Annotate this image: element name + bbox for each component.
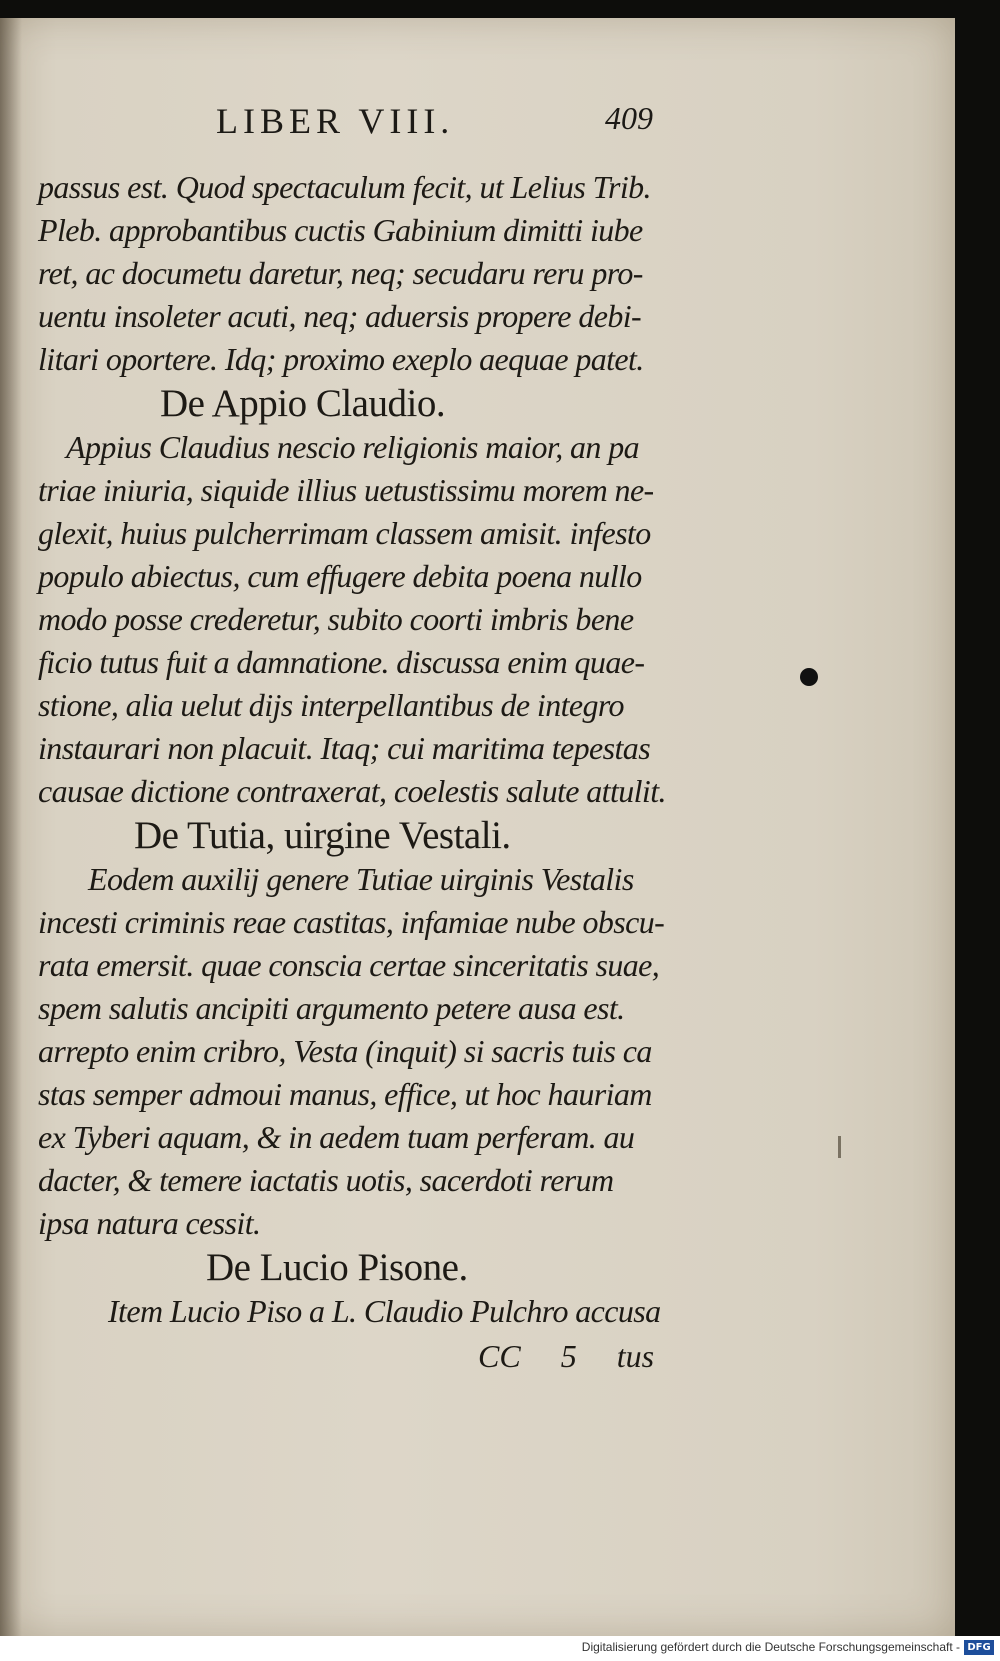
text-line: ficio tutus fuit a damnatione. discussa enim quae- <box>38 644 645 680</box>
signature-mark: CC <box>478 1338 521 1374</box>
section-heading-appius: De Appio Claudio. <box>160 382 446 425</box>
text-line: triae iniuria, siquide illius uetustissimu morem ne- <box>38 472 654 508</box>
text-line: uentu insoleter acuti, neq; aduersis propere debi- <box>38 298 642 334</box>
text-line: Appius Claudius nescio religionis maior, an pa <box>66 429 640 465</box>
text-line: glexit, huius pulcherrimam classem amisit. infesto <box>38 515 651 551</box>
text-line: ipsa natura cessit. <box>38 1205 261 1241</box>
text-line: rata emersit. quae conscia certae sinceritatis suae, <box>38 947 660 983</box>
text-line: populo abiectus, cum effugere debita poena nullo <box>38 558 642 594</box>
text-line: ret, ac documetu daretur, neq; secudaru reru pro- <box>38 255 643 291</box>
body-text <box>38 166 688 1379</box>
text-line: stione, alia uelut dijs interpellantibus de integro <box>38 687 624 723</box>
running-head: LIBER VIII. <box>216 101 455 141</box>
digitization-footer <box>0 1636 1000 1661</box>
signature-number: 5 <box>560 1338 577 1374</box>
text-line: spem salutis ancipiti argumento petere ausa est. <box>38 990 625 1026</box>
funding-credit: Digitalisierung gefördert durch die Deutsche Forschungsgemeinschaft - <box>581 1640 960 1654</box>
ink-blot <box>800 668 818 686</box>
text-line: incesti criminis reae castitas, infamiae nube obscu- <box>38 904 665 940</box>
text-line: stas semper admoui manus, effice, ut hoc hauriam <box>38 1076 652 1112</box>
margin-mark <box>838 1136 841 1158</box>
text-line: instaurari non placuit. Itaq; cui maritima tepestas <box>38 730 651 766</box>
text-line: arrepto enim cribro, Vesta (inquit) si sacris tuis ca <box>38 1033 652 1069</box>
text-line: dacter, & temere iactatis uotis, sacerdoti rerum <box>38 1162 614 1198</box>
folio-number: 409 <box>605 100 653 136</box>
book-page <box>0 18 955 1636</box>
section-heading-piso: De Lucio Pisone. <box>206 1246 468 1289</box>
section-heading-tutia: De Tutia, uirgine Vestali. <box>134 814 511 857</box>
text-line: passus est. Quod spectaculum fecit, ut Lelius Trib. <box>38 169 651 205</box>
catchword: tus <box>616 1338 655 1374</box>
text-line: ex Tyberi aquam, & in aedem tuam perferam. au <box>38 1119 635 1155</box>
dfg-logo: DFG <box>964 1640 994 1655</box>
text-line: Item Lucio Piso a L. Claudio Pulchro accusa <box>108 1293 661 1329</box>
text-line: Eodem auxilij genere Tutiae uirginis Vestalis <box>88 861 634 897</box>
text-line: modo posse crederetur, subito coorti imbris bene <box>38 601 634 637</box>
text-line: Pleb. approbantibus cuctis Gabinium dimitti iube <box>38 212 643 248</box>
catchword-line <box>38 1333 688 1379</box>
text-line: causae dictione contraxerat, coelestis salute attulit. <box>38 773 666 809</box>
text-line: litari oportere. Idq; proximo exeplo aequae patet. <box>38 341 644 377</box>
page-header <box>0 100 955 150</box>
